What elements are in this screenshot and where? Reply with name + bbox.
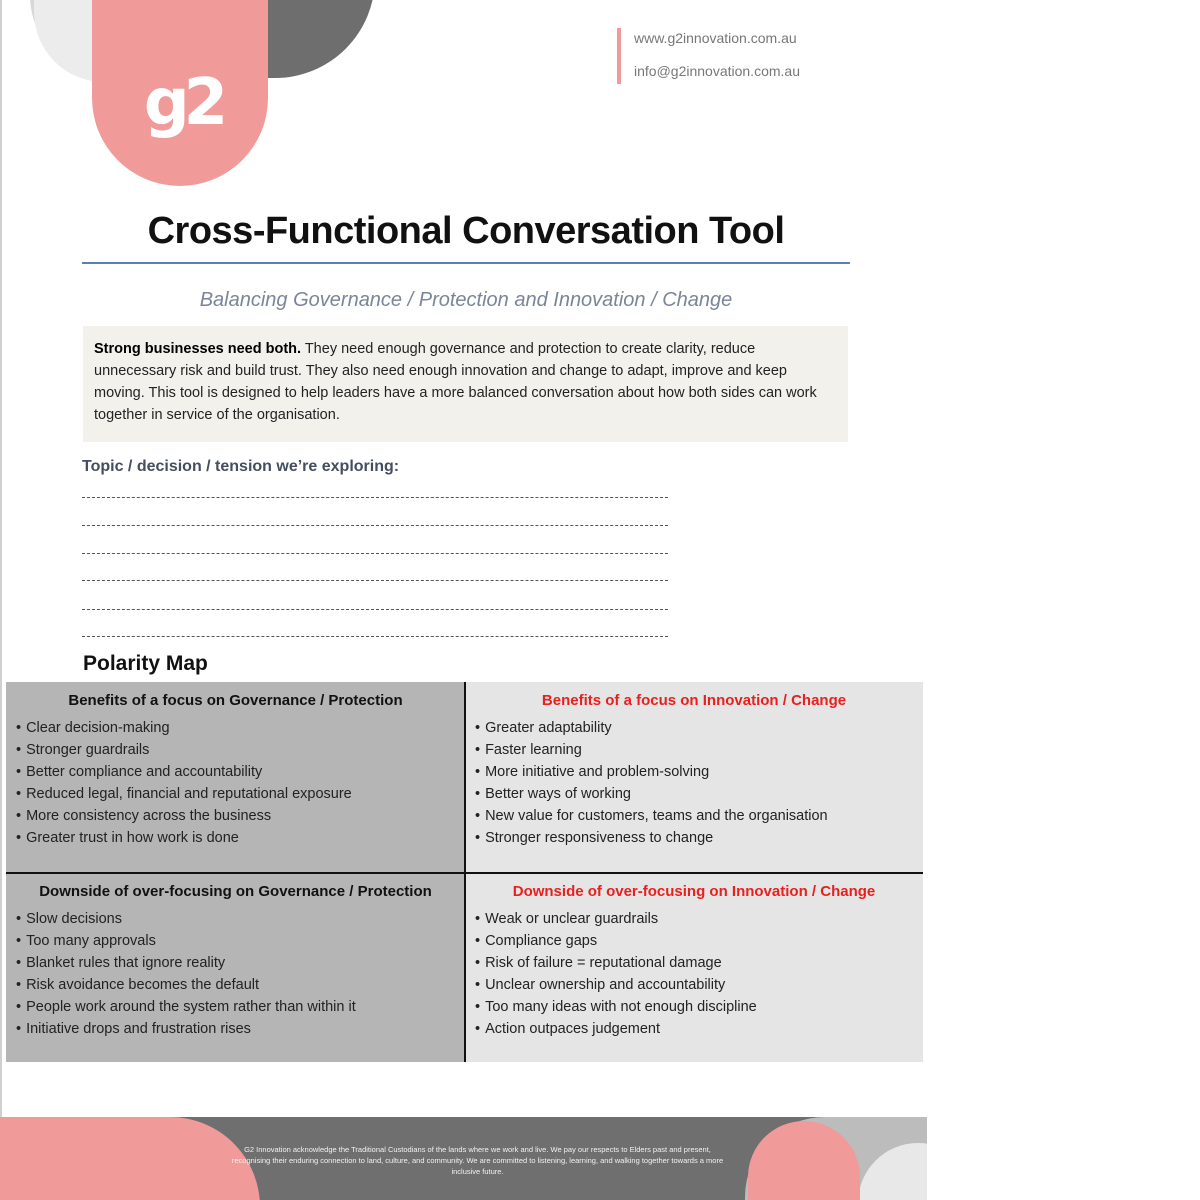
topic-writing-line[interactable]	[82, 525, 668, 526]
topic-label: Topic / decision / tension we’re exploring:	[82, 458, 400, 475]
list-item: • Reduced legal, financial and reputational exposure	[16, 783, 455, 805]
list-item: • Greater trust in how work is done	[16, 827, 455, 849]
page-subtitle: Balancing Governance / Protection and Innovation / Change	[199, 289, 733, 311]
list-item: • Weak or unclear guardrails	[475, 908, 913, 930]
contact-accent-bar	[617, 28, 621, 84]
email-link[interactable]: info@g2innovation.com.au	[634, 63, 800, 79]
list-item: • Clear decision-making	[16, 717, 455, 739]
downside-governance-list	[16, 908, 455, 1040]
list-item: • New value for customers, teams and the organisation	[475, 805, 913, 827]
list-item: • Slow decisions	[16, 908, 455, 930]
polarity-map-grid	[6, 682, 923, 1062]
benefits-innovation-heading: Benefits of a focus on Innovation / Change	[541, 692, 847, 709]
page-left-border	[0, 0, 2, 1200]
list-item: • Unclear ownership and accountability	[475, 974, 913, 996]
g2-logo: g2	[143, 66, 223, 140]
list-item: • Blanket rules that ignore reality	[16, 952, 455, 974]
list-item: • People work around the system rather than within it	[16, 996, 455, 1018]
topic-writing-line[interactable]	[82, 553, 668, 554]
benefits-innovation-list	[475, 717, 913, 849]
downside-innovation-heading: Downside of over-focusing on Innovation / Change	[512, 883, 876, 900]
title-divider	[82, 262, 850, 264]
list-item: • Compliance gaps	[475, 930, 913, 952]
list-item: • Better compliance and accountability	[16, 761, 455, 783]
website-link[interactable]: www.g2innovation.com.au	[634, 30, 797, 46]
footer-shape-pink-left	[0, 1117, 260, 1200]
benefits-governance-heading: Benefits of a focus on Governance / Protection	[68, 692, 403, 709]
intro-box	[83, 326, 848, 442]
downside-governance-heading: Downside of over-focusing on Governance / Protection	[39, 883, 432, 900]
list-item: • Stronger responsiveness to change	[475, 827, 913, 849]
benefits-governance-list	[16, 717, 455, 849]
list-item: • Action outpaces judgement	[475, 1018, 913, 1040]
list-item: • Better ways of working	[475, 783, 913, 805]
list-item: • Initiative drops and frustration rises	[16, 1018, 455, 1040]
downside-innovation-list	[475, 908, 913, 1040]
list-item: • Too many ideas with not enough discipline	[475, 996, 913, 1018]
list-item: • Greater adaptability	[475, 717, 913, 739]
grid-horizontal-divider	[6, 872, 923, 874]
intro-lead: Strong businesses need both.	[94, 341, 302, 357]
list-item: • Stronger guardrails	[16, 739, 455, 761]
list-item: • More consistency across the business	[16, 805, 455, 827]
downside-innovation-cell	[465, 873, 923, 1062]
intro-body: They need enough governance and protection to create clarity, reduce unnecessary risk and build trust. They also need enough innovation and change to adapt, improve and keep moving. This tool is designed to help leaders have a more balanced conversation about how both sides can work together in service of the organisation.	[94, 341, 817, 423]
benefits-innovation-cell	[465, 682, 923, 873]
topic-writing-line[interactable]	[82, 580, 668, 581]
list-item: • Risk of failure = reputational damage	[475, 952, 913, 974]
topic-writing-line[interactable]	[82, 609, 668, 610]
topic-writing-line[interactable]	[82, 636, 668, 637]
list-item: • Risk avoidance becomes the default	[16, 974, 455, 996]
topic-writing-line[interactable]	[82, 497, 668, 498]
list-item: • More initiative and problem-solving	[475, 761, 913, 783]
list-item: • Faster learning	[475, 739, 913, 761]
footer	[0, 1117, 927, 1200]
downside-governance-cell	[6, 873, 465, 1062]
benefits-governance-cell	[6, 682, 465, 873]
page-title: Cross-Functional Conversation Tool	[147, 210, 785, 252]
polarity-map-title: Polarity Map	[83, 652, 208, 675]
list-item: • Too many approvals	[16, 930, 455, 952]
footer-acknowledgement: G2 Innovation acknowledge the Traditional Custodians of the lands where we work and live. We pay our respects to Elders past and present, recognising their enduring connection to land, culture, and community. We are committed to listening, learning, and walking together towards a more inclusive future.	[231, 1145, 724, 1176]
